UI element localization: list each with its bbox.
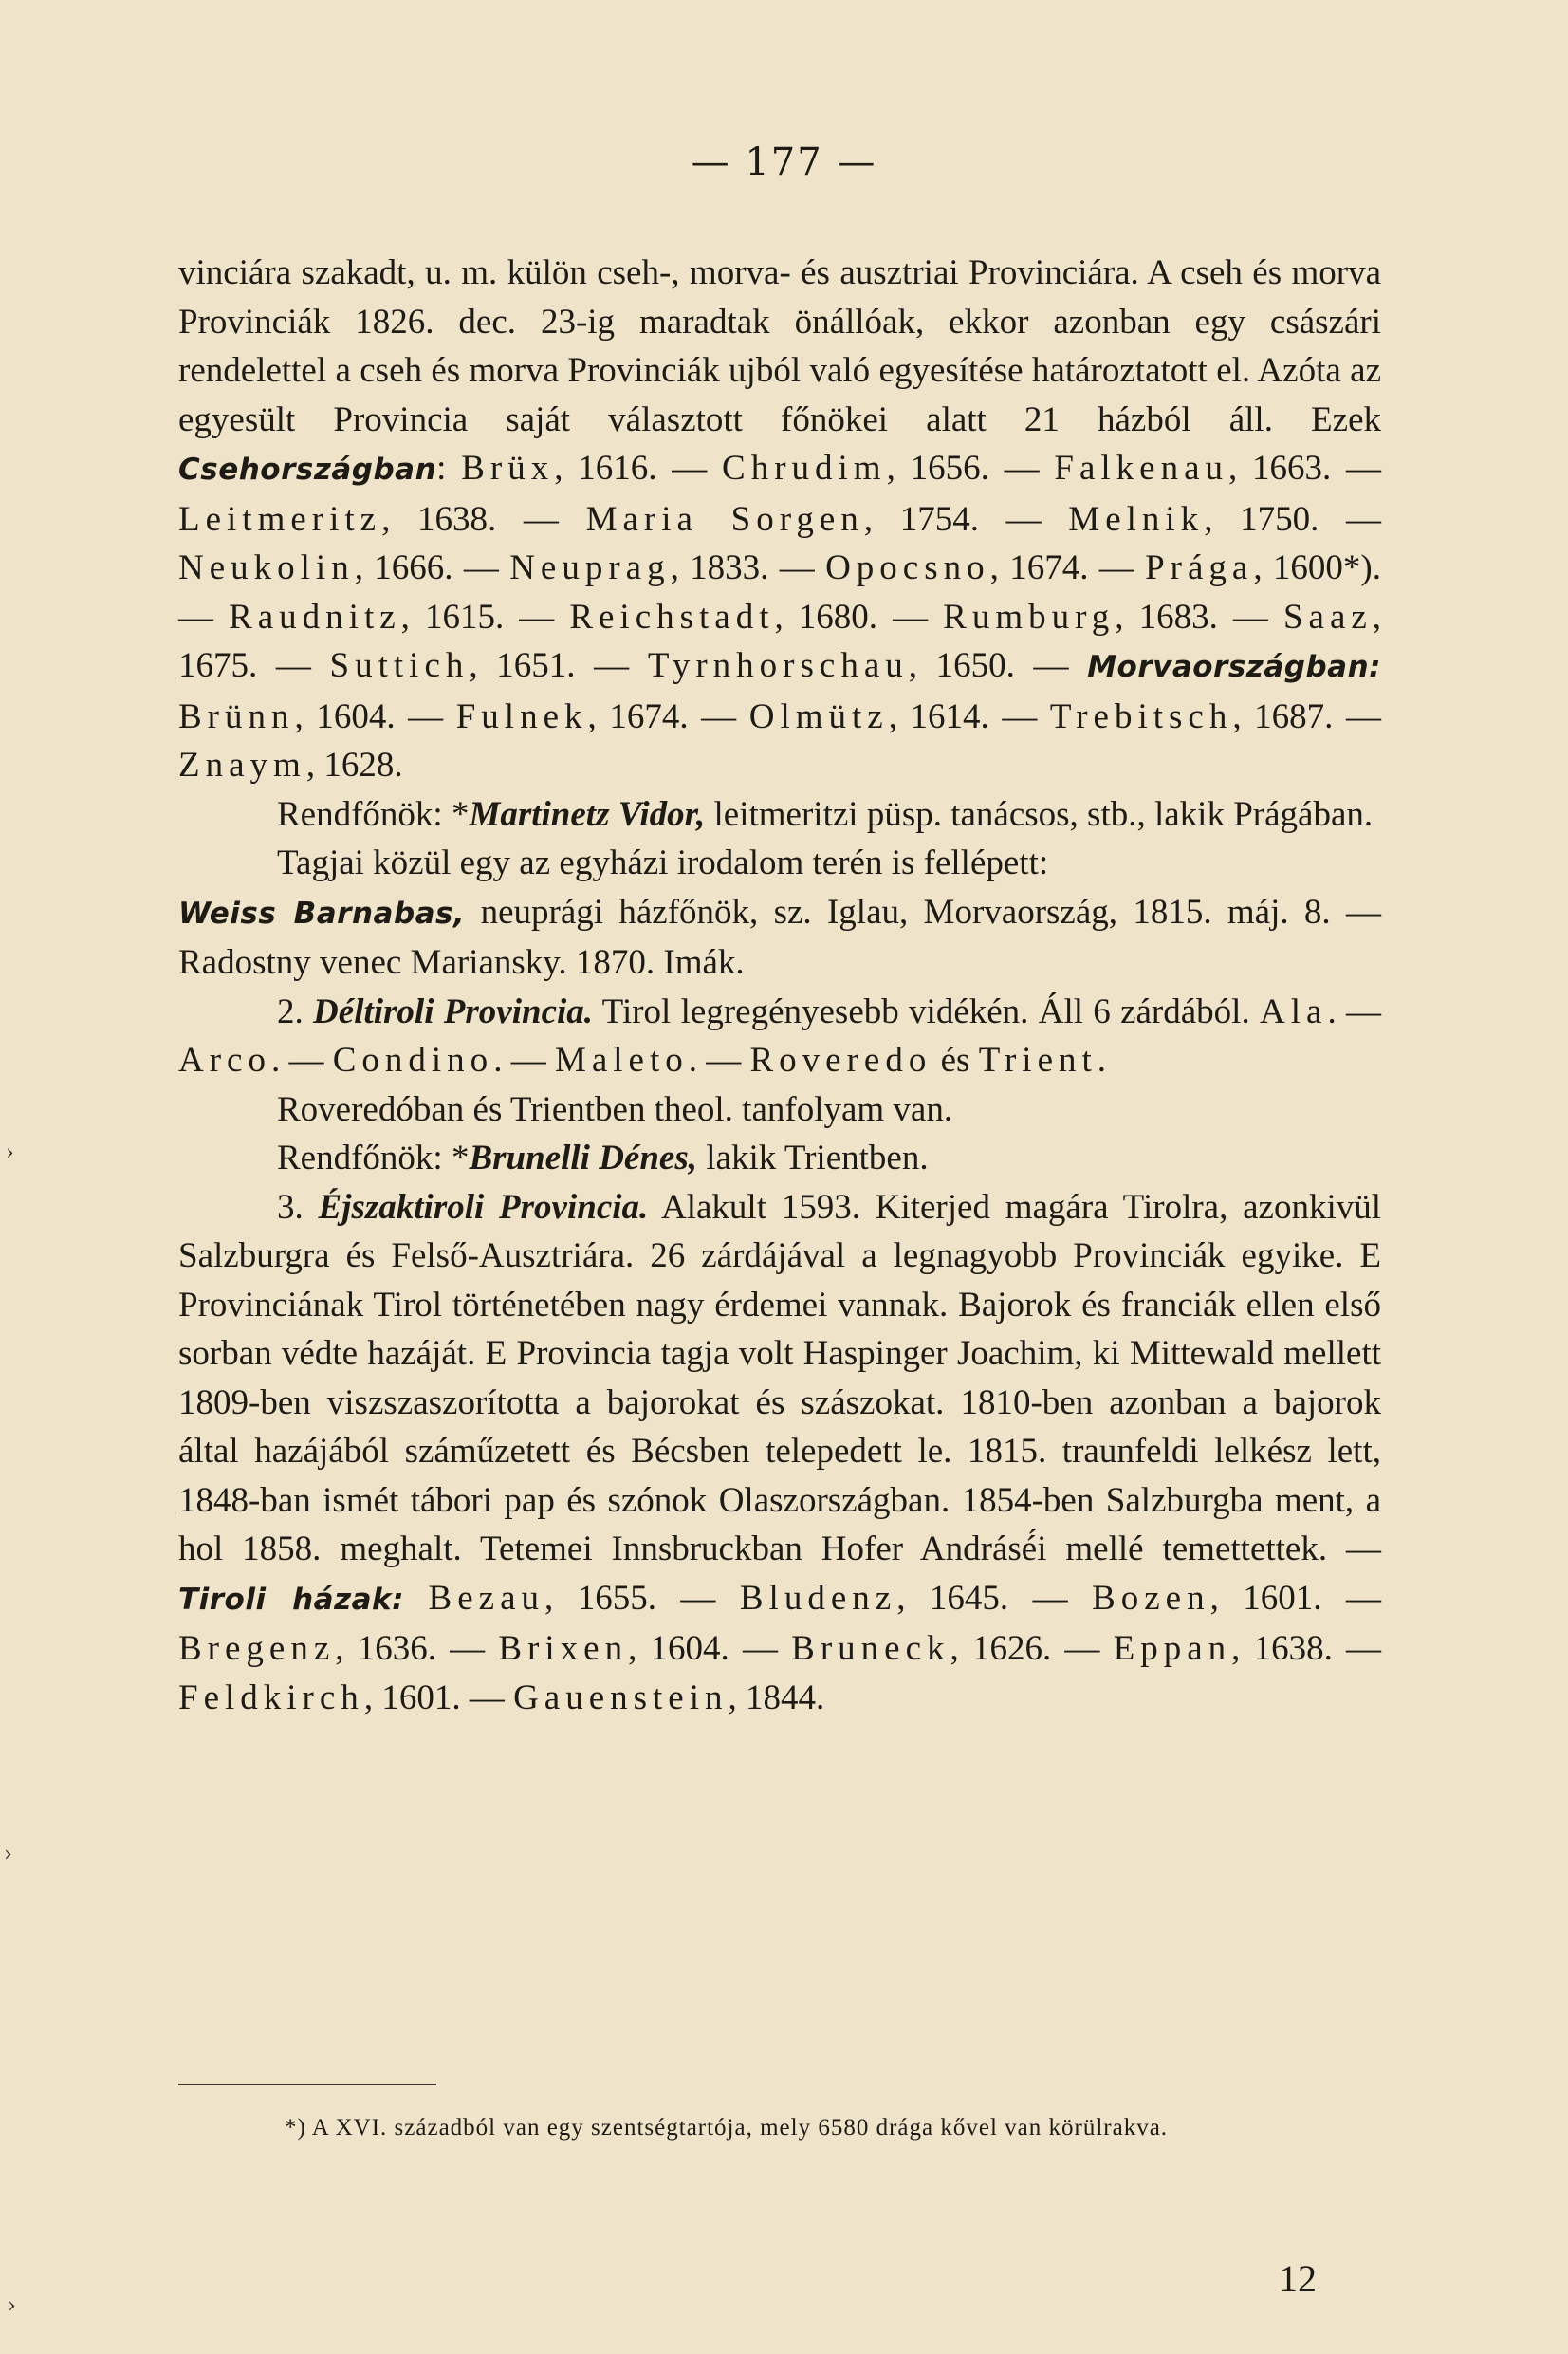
- emphasized-text: Morvaországban:: [1087, 650, 1382, 684]
- text-run: , 1833. —: [670, 548, 826, 587]
- text-run: [404, 1579, 428, 1618]
- paragraph: [178, 1183, 1381, 1723]
- text-run: , 1600*). —: [178, 548, 1381, 637]
- spaced-place-name: Leitmeritz: [178, 499, 382, 539]
- text-run: :: [436, 449, 462, 488]
- text-run: , 1674. —: [989, 548, 1146, 587]
- spaced-place-name: Rumburg: [943, 597, 1116, 637]
- text-run: , 1651. —: [469, 646, 648, 685]
- text-run: neuprági házfőnök, sz. Iglau, Morvaország, 1815. máj. 8. — Radostny venec Mariansky. 1870. Imák.: [178, 892, 1381, 982]
- spaced-place-name: Brüx: [461, 449, 555, 488]
- spaced-place-name: Roveredo: [749, 1041, 932, 1080]
- footnote: [178, 2110, 1381, 2146]
- text-run: , 1601. —: [1209, 1578, 1382, 1618]
- text-run: , 1636. —: [335, 1629, 499, 1668]
- spaced-place-name: Neukolin: [178, 548, 355, 587]
- spaced-place-name: Brünn: [178, 696, 295, 736]
- paragraph: [178, 1085, 1381, 1135]
- page-number: — 177 —: [691, 140, 877, 184]
- text-run: Roveredóban és Trientben theol. tanfolyam van.: [277, 1089, 953, 1129]
- spaced-place-name: Eppan: [1113, 1629, 1232, 1668]
- text-run: , 1655. —: [544, 1578, 740, 1618]
- footnote-rule: [178, 2084, 436, 2085]
- text-run: Rendfőnök: *: [277, 794, 470, 834]
- paragraph: [178, 839, 1381, 888]
- text-run: Alakult 1593. Kiterjed magára Tirolra, azonkivül Salzburgra és Felső-Ausztriára. 26 zárdájával a legnagyobb Provinciák egyike. E Provinciának Tirol történetében nagy érdemei vannak. Bajorok és franciák ellen első sorban védte hazáját. E Provincia tagja volt Haspinger Joachim, ki Mittewald mellett 1809-ben viszszaszorította a bajorokat és szászokat. 1810-ben azonban a bajorok által hazájából száműzetett és Bécsben telepedett le. 1815. traunfeldi lelkész lett, 1848-ban ismét tábori pap és szónok Olaszországban. 1854-ben Salzburgba ment, a hol 1858. meghalt. Tetemei Innsbruckban Hofer Andrásé́i mellé temettettek. —: [178, 1187, 1381, 1568]
- text-run: 2.: [277, 992, 314, 1031]
- text-run: 3.: [277, 1187, 319, 1227]
- spaced-place-name: Tyrnhorschau: [647, 646, 909, 685]
- spaced-place-name: Brixen: [498, 1629, 629, 1668]
- text-run: , 1638. —: [1231, 1629, 1382, 1668]
- spaced-place-name: Raudnitz: [229, 597, 401, 637]
- spaced-place-name: Feldkirch: [178, 1677, 364, 1717]
- text-run: . —: [270, 1041, 333, 1080]
- spaced-place-name: Reichstadt: [569, 597, 775, 637]
- text-run: , 1675. —: [178, 597, 1382, 685]
- paragraph: [178, 988, 1381, 1085]
- emphasized-text: Weiss Barnabas,: [178, 896, 466, 931]
- spaced-place-name: Maleto: [554, 1041, 689, 1080]
- text-run: , 1656. —: [886, 449, 1055, 488]
- spaced-place-name: Suttich: [329, 646, 470, 685]
- text-run: , 1601. —: [363, 1677, 514, 1717]
- text-run: . —: [1327, 992, 1381, 1031]
- paragraph: [178, 790, 1381, 840]
- spaced-place-name: Gauenstein: [513, 1677, 729, 1717]
- text-run: , 1650. —: [908, 646, 1088, 685]
- text-run: , 1844.: [728, 1677, 825, 1717]
- text-run: , 1638. —: [381, 499, 586, 539]
- text-run: és: [932, 1041, 979, 1080]
- spaced-place-name: Bludenz: [739, 1578, 897, 1618]
- text-run: , 1666. —: [354, 548, 510, 587]
- paragraph: [178, 888, 1381, 988]
- margin-mark: ›: [4, 1843, 12, 1866]
- text-run: . —: [493, 1041, 555, 1080]
- spaced-place-name: Maria Sorgen: [585, 499, 864, 539]
- text-run: . —: [688, 1041, 750, 1080]
- spaced-place-name: Bozen: [1092, 1578, 1210, 1618]
- spaced-place-name: Chrudim: [722, 449, 887, 488]
- text-run: , 1626. —: [950, 1629, 1114, 1668]
- spaced-place-name: Neuprag: [509, 548, 671, 587]
- text-run: , 1614. —: [888, 696, 1050, 736]
- text-run: lakik Trientben.: [697, 1139, 929, 1177]
- text-run: , 1615. —: [400, 597, 570, 637]
- text-run: , 1645. —: [896, 1578, 1093, 1618]
- text-run: .: [1097, 1041, 1107, 1080]
- text-run: , 1750. —: [1204, 499, 1382, 539]
- paragraph: [178, 249, 1381, 790]
- spaced-place-name: Melnik: [1068, 499, 1205, 539]
- spaced-place-name: Fulnek: [455, 696, 588, 736]
- emphasized-text: Déltiroli Provincia.: [313, 992, 594, 1031]
- spaced-place-name: Falkenau: [1054, 449, 1228, 488]
- text-run: , 1604. —: [628, 1629, 792, 1668]
- text-run: vinciára szakadt, u. m. külön cseh-, morva- és ausztriai Provinciára. A cseh és morva Provinciák 1826. dec. 23-ig maradtak önállóak, ekkor azonban egy császári rendelettel a cseh és morva Provinciák ujból való egyesítése határoztatott el. Azóta az egyesült Provincia saját választott főnökei alatt 21 házból áll. Ezek: [178, 253, 1381, 439]
- text-run: , 1604. —: [294, 696, 456, 736]
- text-run: , 1754. —: [863, 499, 1069, 539]
- margin-mark: ›: [8, 2294, 16, 2318]
- margin-mark: ›: [6, 1141, 14, 1165]
- text-run: , 1680. —: [774, 597, 944, 637]
- text-run: Tirol legregényesebb vidékén. Áll 6 zárdából.: [593, 992, 1261, 1031]
- text-run: , 1663. —: [1228, 449, 1382, 488]
- text-run: , 1687. —: [1232, 696, 1382, 736]
- text-run: , 1616. —: [554, 449, 723, 488]
- text-run: , 1683. —: [1115, 597, 1283, 637]
- emphasized-text: Éjszaktiroli Provincia.: [318, 1187, 649, 1227]
- spaced-place-name: Bezau: [428, 1578, 544, 1618]
- spaced-place-name: Bregenz: [178, 1629, 336, 1668]
- printer-signature-mark: 12: [1279, 2257, 1317, 2300]
- spaced-place-name: Olmütz: [748, 696, 889, 736]
- spaced-place-name: Trient: [978, 1041, 1098, 1080]
- text-run: Tagjai közül egy az egyházi irodalom terén is fellépett:: [277, 843, 1049, 882]
- spaced-place-name: Znaym: [178, 746, 306, 785]
- emphasized-text: Brunelli Dénes,: [469, 1139, 697, 1177]
- spaced-place-name: Trebitsch: [1049, 696, 1233, 736]
- emphasized-text: Martinetz Vidor,: [469, 794, 706, 834]
- spaced-place-name: Condino: [332, 1041, 494, 1080]
- spaced-place-name: Saaz: [1282, 597, 1373, 637]
- text-run: Rendfőnök: *: [277, 1139, 470, 1177]
- emphasized-text: Csehországban: [178, 453, 437, 487]
- spaced-place-name: Opocsno: [825, 548, 990, 587]
- spaced-place-name: Bruneck: [791, 1629, 950, 1668]
- text-run: , 1674. —: [587, 696, 749, 736]
- spaced-place-name: Arco: [178, 1041, 271, 1080]
- footnote-text: *) A XVI. századból van egy szentségtartója, mely 6580 drága kővel van körülrakva.: [285, 2115, 1169, 2141]
- paragraph: [178, 1134, 1381, 1183]
- spaced-place-name: Ala: [1260, 992, 1328, 1031]
- text-run: leitmeritzi püsp. tanácsos, stb., lakik Prágában.: [705, 794, 1374, 834]
- emphasized-text: Tiroli házak:: [178, 1582, 405, 1617]
- body-text: [178, 249, 1381, 1722]
- text-run: , 1628.: [305, 746, 403, 785]
- spaced-place-name: Prága: [1145, 548, 1254, 587]
